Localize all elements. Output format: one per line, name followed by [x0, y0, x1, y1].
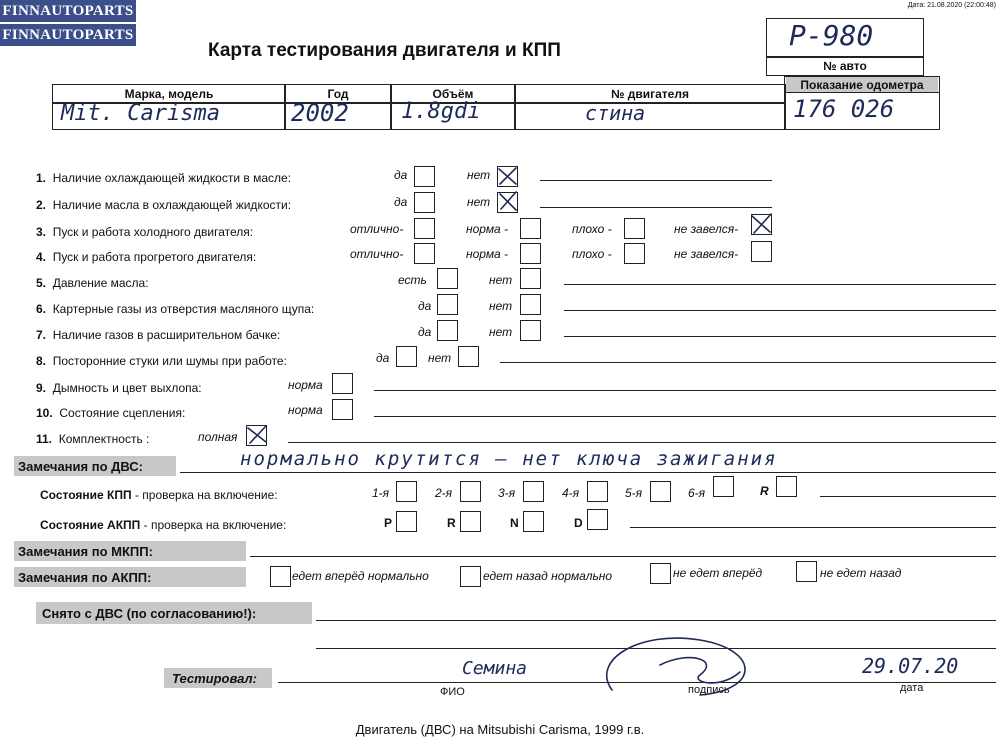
kpp-label-bold: Состояние КПП	[40, 488, 132, 502]
gear-label: 2-я	[435, 486, 453, 500]
sign-label: подпись	[688, 684, 730, 696]
option-label: да	[418, 299, 432, 313]
logo: FINNAUTOPARTS	[0, 0, 136, 22]
option-label: норма -	[466, 222, 509, 236]
item-number: 2.	[36, 198, 47, 212]
mkpp-remarks-label: Замечания по МКПП:	[18, 544, 153, 559]
option-label: нет	[428, 351, 452, 365]
gear-label: N	[510, 516, 519, 530]
option-label: да	[394, 168, 408, 182]
item-label: Посторонние стуки или шумы при работе:	[52, 354, 287, 368]
gear-label: 4-я	[562, 486, 580, 500]
value-odometer: 176 026	[793, 95, 895, 123]
date-label: дата	[900, 682, 924, 694]
akpp-label-rest: - проверка на включение:	[140, 518, 287, 532]
option-label: да	[418, 325, 432, 339]
datestamp: Дата: 21.08.2020 (22:00:48)	[907, 2, 996, 9]
value-year: 2002	[291, 99, 349, 127]
item-number: 6.	[36, 302, 47, 316]
option-label: нет	[489, 273, 513, 287]
check-mark	[500, 192, 516, 210]
auto-number-value: P-980	[789, 19, 874, 52]
check-mark	[248, 426, 266, 443]
item-label: Давление масла:	[52, 276, 149, 290]
option-label: полная	[198, 430, 238, 444]
item-number: 8.	[36, 354, 47, 368]
check-mark	[752, 214, 771, 233]
option-label: нет	[467, 168, 491, 182]
item-number: 1.	[36, 171, 47, 185]
gear-label: 3-я	[498, 486, 516, 500]
akpp-label-bold: Состояние АКПП	[40, 518, 141, 532]
option-label: норма	[288, 378, 323, 392]
item-label: Наличие газов в расширительном бачке:	[52, 328, 281, 342]
akpp-remarks-label: Замечания по АКПП:	[18, 570, 152, 585]
option-label: не едет назад	[820, 566, 902, 580]
option-label: нет	[489, 299, 513, 313]
item-label: Состояние сцепления:	[59, 406, 186, 420]
item-label: Наличие масла в охлаждающей жидкости:	[52, 198, 292, 212]
option-label: норма	[288, 403, 323, 417]
option-label: норма -	[466, 247, 509, 261]
option-label: не завелся-	[674, 247, 739, 261]
gear-label: 6-я	[688, 486, 706, 500]
page-title: Карта тестирования двигателя и КПП	[208, 40, 561, 61]
option-label: да	[394, 195, 408, 209]
item-label: Наличие охлаждающей жидкости в масле:	[52, 171, 292, 185]
col-year: Год	[327, 87, 349, 101]
option-label: нет	[489, 325, 513, 339]
gear-label: P	[384, 516, 393, 530]
option-label: есть	[398, 273, 427, 287]
kpp-label-rest: - проверка на включение:	[131, 488, 278, 502]
option-label: плохо -	[572, 222, 612, 236]
test-date: 29.07.20	[862, 654, 959, 678]
gear-label: 1-я	[372, 486, 390, 500]
fio-label: ФИО	[440, 686, 465, 698]
signature	[607, 638, 745, 695]
logo: FINNAUTOPARTS	[0, 24, 136, 46]
caption: Двигатель (ДВС) на Mitsubishi Carisma, 1999 г.в.	[355, 722, 645, 737]
item-number: 4.	[36, 250, 47, 264]
tested-label: Тестировал:	[172, 671, 257, 686]
item-number: 11.	[36, 432, 53, 446]
col-volume: Объём	[432, 87, 474, 101]
option-label: едет назад нормально	[483, 569, 613, 583]
col-odometer: Показание одометра	[800, 78, 924, 92]
option-label: отлично-	[350, 247, 404, 261]
option-label: плохо -	[572, 247, 612, 261]
item-number: 5.	[36, 276, 47, 290]
item-label: Картерные газы из отверстия масляного щупа:	[52, 302, 315, 316]
item-label: Пуск и работа холодного двигателя:	[52, 225, 254, 239]
col-engine-no: № двигателя	[611, 87, 689, 101]
gear-label: D	[574, 516, 583, 530]
value-model: Mit. Carisma	[61, 101, 220, 126]
check-mark	[499, 168, 516, 184]
option-label: едет вперёд нормально	[292, 569, 429, 583]
option-label: не завелся-	[674, 222, 739, 236]
gear-label: R	[760, 484, 769, 498]
removed-label: Снято с ДВС (по согласованию!):	[42, 606, 257, 621]
gear-label: R	[447, 516, 456, 530]
item-number: 9.	[36, 381, 47, 395]
value-engine-no: стина	[585, 101, 646, 125]
item-label: Дымность и цвет выхлопа:	[52, 381, 202, 395]
col-model: Марка, модель	[124, 87, 214, 101]
dvs-remarks-value: нормально крутится — нет ключа зажигания	[240, 448, 778, 470]
option-label: отлично-	[350, 222, 404, 236]
item-label: Пуск и работа прогретого двигателя:	[52, 250, 257, 264]
item-label: Комплектность :	[58, 432, 150, 446]
item-number: 10.	[36, 406, 53, 420]
option-label: нет	[467, 195, 491, 209]
item-number: 7.	[36, 328, 47, 342]
tester-name: Семина	[462, 658, 528, 679]
gear-label: 5-я	[625, 486, 643, 500]
value-volume: 1.8gdi	[401, 99, 481, 124]
option-label: да	[376, 351, 390, 365]
dvs-remarks-label: Замечания по ДВС:	[18, 459, 143, 474]
item-number: 3.	[36, 225, 47, 239]
auto-number-label: № авто	[823, 59, 867, 73]
option-label: не едет вперёд	[673, 566, 763, 580]
